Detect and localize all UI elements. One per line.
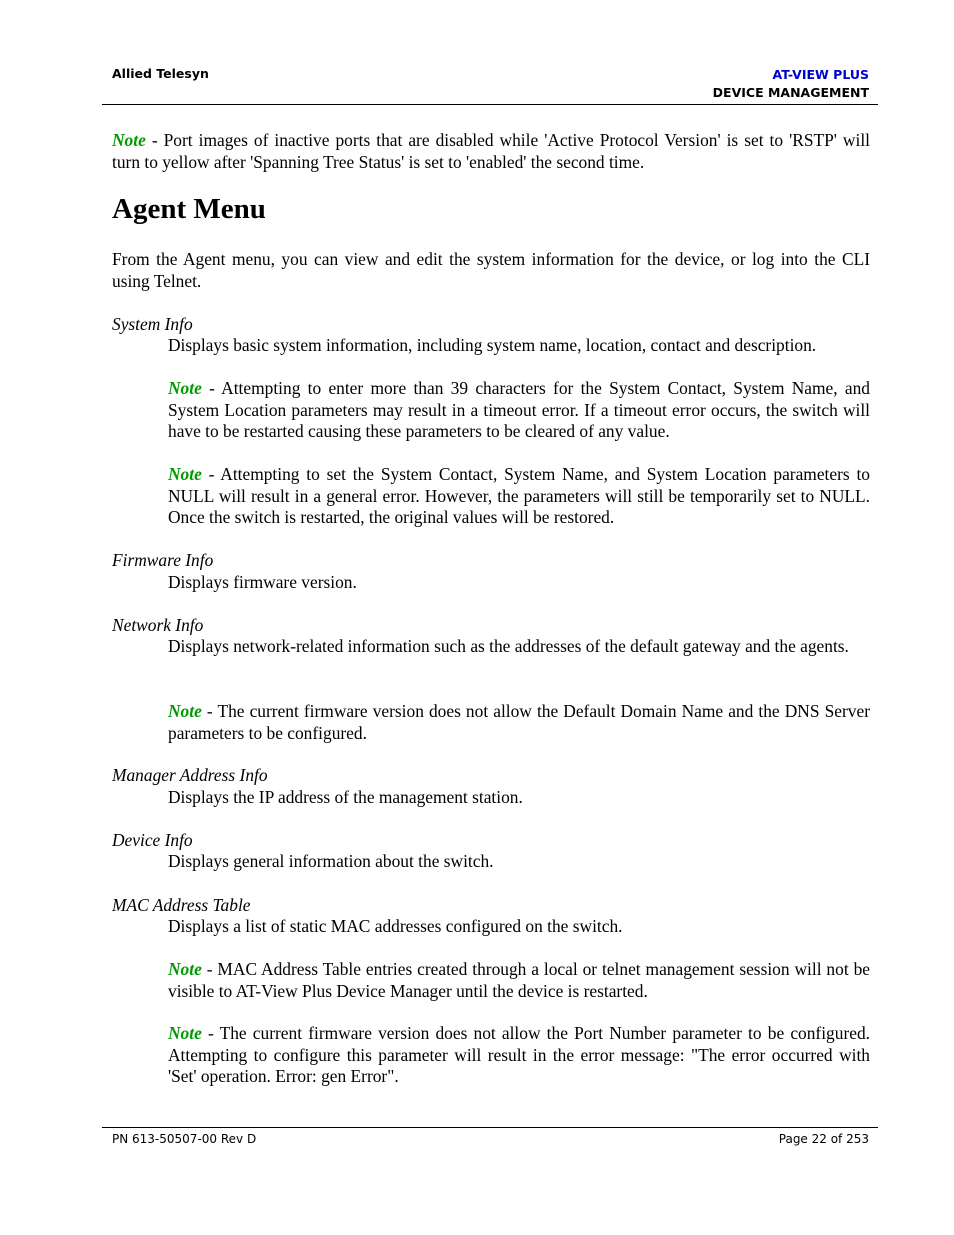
intro-note (112, 130, 870, 173)
note-label: Note (112, 130, 146, 150)
section-heading: Agent Menu (112, 193, 266, 225)
note-text: - The current firmware version does not allow the Port Number parameter to be configured. Attempting to configure this parameter will result in the error message: "The error occurred with 'Set' operation. Error: gen Error". (168, 1023, 870, 1087)
term-network-info: Network Info (112, 615, 204, 635)
header-right (713, 66, 869, 102)
note-text: - MAC Address Table entries created through a local or telnet management session will not be visible to AT-View Plus Device Manager until the device is restarted. (168, 959, 870, 1001)
note-network-info-1 (168, 701, 870, 744)
header-section: DEVICE MANAGEMENT (712, 85, 869, 100)
term-mac-address-table: MAC Address Table (112, 895, 251, 915)
term-firmware-info: Firmware Info (112, 550, 214, 570)
desc-network-info: Displays network-related information such as the addresses of the default gateway and the agents. (168, 636, 849, 656)
footer-divider (102, 1127, 878, 1128)
desc-system-info: Displays basic system information, including system name, location, contact and description. (168, 335, 817, 355)
note-label: Note (168, 701, 202, 721)
intro-paragraph: From the Agent menu, you can view and edit the system information for the device, or log into the CLI using Telnet. (112, 249, 870, 291)
header-product: AT-VIEW PLUS (772, 67, 869, 82)
note-text: - The current firmware version does not allow the Default Domain Name and the DNS Server parameters to be configured. (168, 701, 870, 743)
term-device-info: Device Info (112, 830, 193, 850)
note-mac-address-table-2 (168, 1023, 870, 1088)
header-divider (102, 104, 878, 105)
note-label: Note (168, 378, 202, 398)
desc-firmware-info: Displays firmware version. (168, 572, 357, 592)
footer-page-number: Page 22 of 253 (778, 1132, 869, 1146)
desc-mac-address-table: Displays a list of static MAC addresses configured on the switch. (168, 916, 623, 936)
note-text: - Attempting to enter more than 39 characters for the System Contact, System Name, and System Location parameters may result in a timeout error. If a timeout error occurs, the switch will have to be restarted causing these parameters to be cleared of any value. (168, 378, 870, 442)
note-mac-address-table-1 (168, 959, 870, 1002)
note-system-info-2 (168, 464, 870, 529)
intro-note-text: - Port images of inactive ports that are disabled while 'Active Protocol Version' is set to 'RSTP' will turn to yellow after 'Spanning Tree Status' is set to 'enabled' the second time. (112, 130, 870, 172)
desc-device-info: Displays general information about the switch. (168, 851, 494, 871)
footer-part-number: PN 613-50507-00 Rev D (112, 1132, 257, 1146)
term-system-info: System Info (112, 314, 193, 334)
note-label: Note (168, 959, 202, 979)
note-text: - Attempting to set the System Contact, System Name, and System Location parameters to NULL will result in a general error. However, the parameters will still be temporarily set to NULL. Once the switch is restarted, the original values will be restored. (168, 464, 870, 528)
note-label: Note (168, 1023, 202, 1043)
note-label: Note (168, 464, 202, 484)
term-manager-address-info: Manager Address Info (112, 765, 268, 785)
desc-manager-address-info: Displays the IP address of the management station. (168, 787, 523, 807)
note-system-info-1 (168, 378, 870, 443)
header-company: Allied Telesyn (112, 66, 209, 81)
